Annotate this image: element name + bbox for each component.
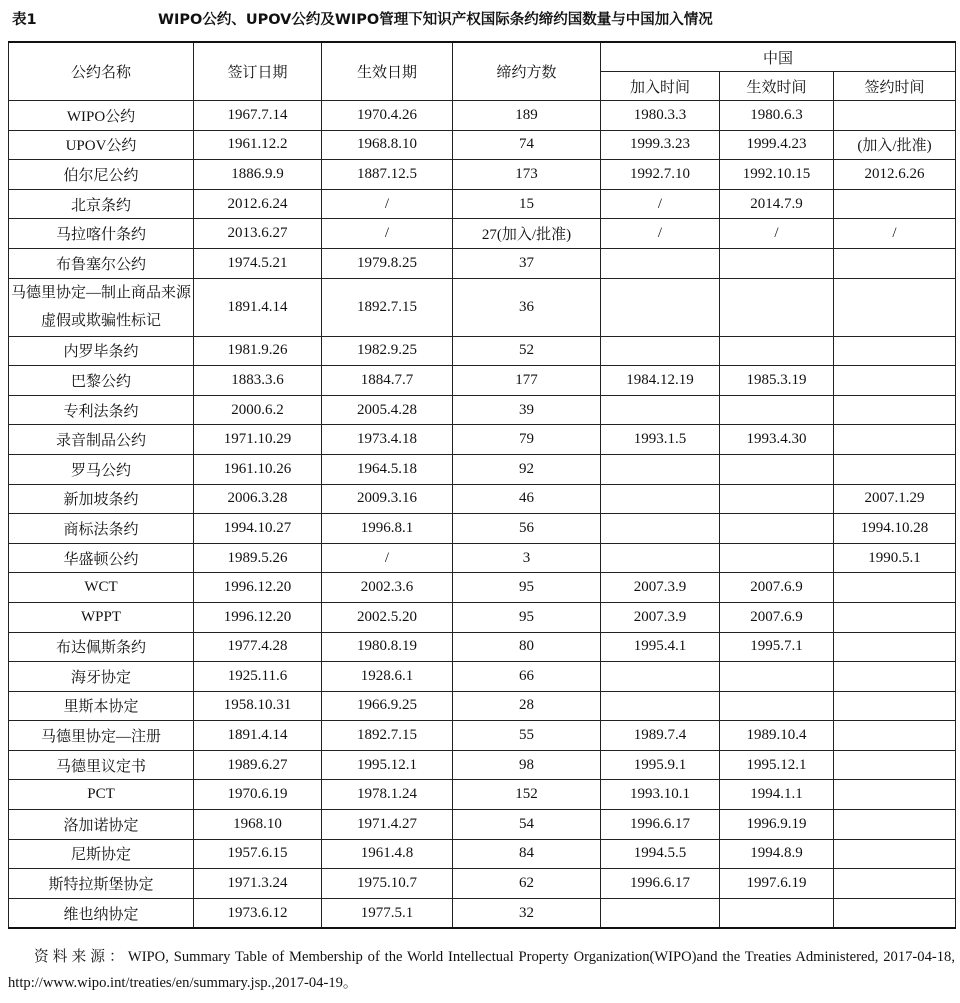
table-row — [9, 898, 956, 928]
china-join-date-cell: 1989.7.4 — [601, 721, 720, 751]
table-row — [9, 543, 956, 573]
china-effective-date-cell: 1995.12.1 — [720, 750, 834, 780]
china-sign-date-cell — [834, 662, 956, 692]
parties-count-cell: 15 — [453, 189, 601, 219]
china-join-date-cell — [601, 395, 720, 425]
table-body — [9, 101, 956, 929]
china-sign-date-cell — [834, 248, 956, 278]
china-effective-date-cell: 1994.1.1 — [720, 780, 834, 810]
effective-date-cell: 1973.4.18 — [322, 425, 453, 455]
signed-date-cell: 1891.4.14 — [194, 278, 322, 336]
treaty-name-cell: 海牙协定 — [9, 662, 194, 692]
china-join-date-cell — [601, 248, 720, 278]
china-effective-date-cell: 2014.7.9 — [720, 189, 834, 219]
china-effective-date-cell: 1994.8.9 — [720, 839, 834, 869]
parties-count-cell: 28 — [453, 691, 601, 721]
china-sign-date-cell — [834, 454, 956, 484]
parties-count-cell: 80 — [453, 632, 601, 662]
effective-date-cell: 1979.8.25 — [322, 248, 453, 278]
treaty-name-cell: 斯特拉斯堡协定 — [9, 869, 194, 899]
treaty-name-cell: WPPT — [9, 602, 194, 632]
effective-date-cell: 1961.4.8 — [322, 839, 453, 869]
signed-date-cell: 1996.12.20 — [194, 573, 322, 603]
china-sign-date-cell: (加入/批准) — [834, 130, 956, 160]
header-effective-date: 生效日期 — [322, 42, 453, 101]
treaty-name-cell: 洛加诺协定 — [9, 810, 194, 840]
china-effective-date-cell: 1985.3.19 — [720, 366, 834, 396]
parties-count-cell: 56 — [453, 514, 601, 544]
signed-date-cell: 2012.6.24 — [194, 189, 322, 219]
china-sign-date-cell — [834, 366, 956, 396]
china-effective-date-cell: / — [720, 219, 834, 249]
effective-date-cell: 1887.12.5 — [322, 160, 453, 190]
header-treaty-name: 公约名称 — [9, 42, 194, 101]
china-join-date-cell: 1994.5.5 — [601, 839, 720, 869]
effective-date-cell: 1975.10.7 — [322, 869, 453, 899]
effective-date-cell: 2002.5.20 — [322, 602, 453, 632]
treaty-name-cell: 里斯本协定 — [9, 691, 194, 721]
treaty-name-cell: UPOV公约 — [9, 130, 194, 160]
china-sign-date-cell — [834, 189, 956, 219]
signed-date-cell: 1971.3.24 — [194, 869, 322, 899]
signed-date-cell: 1994.10.27 — [194, 514, 322, 544]
table-row — [9, 366, 956, 396]
signed-date-cell: 1957.6.15 — [194, 839, 322, 869]
treaty-name-cell: 专利法条约 — [9, 395, 194, 425]
china-join-date-cell — [601, 691, 720, 721]
header-signed-date: 签订日期 — [194, 42, 322, 101]
signed-date-cell: 1977.4.28 — [194, 632, 322, 662]
effective-date-cell: 1995.12.1 — [322, 750, 453, 780]
china-effective-date-cell — [720, 278, 834, 336]
parties-count-cell: 92 — [453, 454, 601, 484]
effective-date-cell: 1971.4.27 — [322, 810, 453, 840]
signed-date-cell: 1981.9.26 — [194, 336, 322, 366]
signed-date-cell: 1891.4.14 — [194, 721, 322, 751]
china-effective-date-cell — [720, 543, 834, 573]
china-join-date-cell: 1993.10.1 — [601, 780, 720, 810]
parties-count-cell: 55 — [453, 721, 601, 751]
effective-date-cell: 1964.5.18 — [322, 454, 453, 484]
parties-count-cell: 32 — [453, 898, 601, 928]
china-join-date-cell: 1996.6.17 — [601, 869, 720, 899]
table-caption — [6, 6, 954, 32]
treaty-name-cell: 布达佩斯条约 — [9, 632, 194, 662]
china-sign-date-cell — [834, 721, 956, 751]
parties-count-cell: 177 — [453, 366, 601, 396]
china-effective-date-cell: 1980.6.3 — [720, 101, 834, 131]
table-number: 表1 — [12, 12, 37, 28]
signed-date-cell: 1996.12.20 — [194, 602, 322, 632]
china-join-date-cell — [601, 336, 720, 366]
table-row — [9, 395, 956, 425]
effective-date-cell: 2009.3.16 — [322, 484, 453, 514]
china-join-date-cell: 2007.3.9 — [601, 573, 720, 603]
table-header — [9, 42, 956, 101]
china-sign-date-cell — [834, 869, 956, 899]
china-effective-date-cell — [720, 395, 834, 425]
china-sign-date-cell — [834, 278, 956, 336]
table-row — [9, 662, 956, 692]
signed-date-cell: 1886.9.9 — [194, 160, 322, 190]
parties-count-cell: 39 — [453, 395, 601, 425]
treaty-name-cell: 马德里协定—注册 — [9, 721, 194, 751]
effective-date-cell: 1892.7.15 — [322, 721, 453, 751]
signed-date-cell: 2006.3.28 — [194, 484, 322, 514]
china-join-date-cell — [601, 278, 720, 336]
parties-count-cell: 74 — [453, 130, 601, 160]
china-join-date-cell: 1993.1.5 — [601, 425, 720, 455]
china-join-date-cell: 1995.9.1 — [601, 750, 720, 780]
china-join-date-cell: 1992.7.10 — [601, 160, 720, 190]
source-label: 资料来源： — [34, 949, 128, 965]
effective-date-cell: / — [322, 189, 453, 219]
effective-date-cell: / — [322, 219, 453, 249]
effective-date-cell: 1884.7.7 — [322, 366, 453, 396]
effective-date-cell: 1966.9.25 — [322, 691, 453, 721]
table-row — [9, 101, 956, 131]
signed-date-cell: 1973.6.12 — [194, 898, 322, 928]
effective-date-cell: 1996.8.1 — [322, 514, 453, 544]
table-row — [9, 248, 956, 278]
signed-date-cell: 1925.11.6 — [194, 662, 322, 692]
table-row — [9, 573, 956, 603]
treaty-name-cell: PCT — [9, 780, 194, 810]
signed-date-cell: 1958.10.31 — [194, 691, 322, 721]
treaty-name-cell: WIPO公约 — [9, 101, 194, 131]
treaty-name-cell: 尼斯协定 — [9, 839, 194, 869]
effective-date-cell: 1980.8.19 — [322, 632, 453, 662]
china-effective-date-cell — [720, 454, 834, 484]
table-row — [9, 750, 956, 780]
table-row — [9, 189, 956, 219]
china-join-date-cell: 1980.3.3 — [601, 101, 720, 131]
signed-date-cell: 1967.7.14 — [194, 101, 322, 131]
parties-count-cell: 79 — [453, 425, 601, 455]
parties-count-cell: 27(加入/批准) — [453, 219, 601, 249]
china-sign-date-cell — [834, 780, 956, 810]
parties-count-cell: 62 — [453, 869, 601, 899]
table-row — [9, 425, 956, 455]
signed-date-cell: 1961.10.26 — [194, 454, 322, 484]
signed-date-cell: 1989.6.27 — [194, 750, 322, 780]
china-sign-date-cell — [834, 839, 956, 869]
effective-date-cell: 2005.4.28 — [322, 395, 453, 425]
parties-count-cell: 52 — [453, 336, 601, 366]
parties-count-cell: 54 — [453, 810, 601, 840]
china-effective-date-cell: 1992.10.15 — [720, 160, 834, 190]
table-row — [9, 632, 956, 662]
china-sign-date-cell: 1990.5.1 — [834, 543, 956, 573]
treaty-name-cell: 北京条约 — [9, 189, 194, 219]
treaty-name-cell: 罗马公约 — [9, 454, 194, 484]
treaty-name-cell: WCT — [9, 573, 194, 603]
effective-date-cell: 1978.1.24 — [322, 780, 453, 810]
treaty-name-cell: 布鲁塞尔公约 — [9, 248, 194, 278]
china-effective-date-cell — [720, 336, 834, 366]
china-effective-date-cell: 2007.6.9 — [720, 602, 834, 632]
effective-date-cell: 1892.7.15 — [322, 278, 453, 336]
parties-count-cell: 189 — [453, 101, 601, 131]
parties-count-cell: 95 — [453, 573, 601, 603]
china-join-date-cell: 2007.3.9 — [601, 602, 720, 632]
table-row — [9, 780, 956, 810]
table-row — [9, 839, 956, 869]
treaty-name-cell: 录音制品公约 — [9, 425, 194, 455]
china-join-date-cell: 1995.4.1 — [601, 632, 720, 662]
china-sign-date-cell — [834, 632, 956, 662]
china-join-date-cell: 1984.12.19 — [601, 366, 720, 396]
header-parties-count: 缔约方数 — [453, 42, 601, 101]
treaty-name-cell: 华盛顿公约 — [9, 543, 194, 573]
parties-count-cell: 173 — [453, 160, 601, 190]
table-row — [9, 869, 956, 899]
signed-date-cell: 2013.6.27 — [194, 219, 322, 249]
china-effective-date-cell: 1989.10.4 — [720, 721, 834, 751]
header-china-effective-date: 生效时间 — [720, 72, 834, 101]
effective-date-cell: / — [322, 543, 453, 573]
treaty-name-cell: 马德里议定书 — [9, 750, 194, 780]
china-effective-date-cell — [720, 248, 834, 278]
parties-count-cell: 84 — [453, 839, 601, 869]
china-effective-date-cell — [720, 514, 834, 544]
treaty-name-cell: 维也纳协定 — [9, 898, 194, 928]
treaty-name-cell: 马德里协定—制止商品来源虚假或欺骗性标记 — [9, 278, 194, 336]
china-sign-date-cell: / — [834, 219, 956, 249]
parties-count-cell: 66 — [453, 662, 601, 692]
china-sign-date-cell: 2007.1.29 — [834, 484, 956, 514]
table-row — [9, 721, 956, 751]
china-sign-date-cell: 1994.10.28 — [834, 514, 956, 544]
china-join-date-cell: / — [601, 189, 720, 219]
effective-date-cell: 2002.3.6 — [322, 573, 453, 603]
header-china-group: 中国 — [601, 42, 956, 72]
china-sign-date-cell — [834, 691, 956, 721]
parties-count-cell: 36 — [453, 278, 601, 336]
source-text: WIPO, Summary Table of Membership of the World Intellectual Property Organization(WIPO)and the Treaties Administered, 2017-04-18, http://www.wipo.int/treaties/en/summary.jsp.,2017-04-19。 — [8, 949, 955, 991]
parties-count-cell: 46 — [453, 484, 601, 514]
source-note — [8, 944, 955, 996]
china-sign-date-cell — [834, 602, 956, 632]
parties-count-cell: 152 — [453, 780, 601, 810]
china-sign-date-cell — [834, 573, 956, 603]
table-row — [9, 130, 956, 160]
table-row — [9, 810, 956, 840]
china-sign-date-cell — [834, 750, 956, 780]
treaty-name-cell: 伯尔尼公约 — [9, 160, 194, 190]
china-effective-date-cell: 1997.6.19 — [720, 869, 834, 899]
treaty-membership-table — [8, 41, 956, 929]
signed-date-cell: 1971.10.29 — [194, 425, 322, 455]
effective-date-cell: 1968.8.10 — [322, 130, 453, 160]
china-join-date-cell — [601, 662, 720, 692]
china-effective-date-cell — [720, 484, 834, 514]
china-sign-date-cell — [834, 810, 956, 840]
china-join-date-cell — [601, 543, 720, 573]
effective-date-cell: 1928.6.1 — [322, 662, 453, 692]
table-row — [9, 219, 956, 249]
china-effective-date-cell: 2007.6.9 — [720, 573, 834, 603]
treaty-name-cell: 马拉喀什条约 — [9, 219, 194, 249]
china-effective-date-cell — [720, 662, 834, 692]
header-china-sign-date: 签约时间 — [834, 72, 956, 101]
china-sign-date-cell: 2012.6.26 — [834, 160, 956, 190]
china-sign-date-cell — [834, 336, 956, 366]
china-sign-date-cell — [834, 101, 956, 131]
china-join-date-cell — [601, 454, 720, 484]
china-sign-date-cell — [834, 395, 956, 425]
signed-date-cell: 1989.5.26 — [194, 543, 322, 573]
table-row — [9, 602, 956, 632]
china-effective-date-cell — [720, 691, 834, 721]
treaty-name-cell: 内罗毕条约 — [9, 336, 194, 366]
china-sign-date-cell — [834, 425, 956, 455]
china-join-date-cell — [601, 484, 720, 514]
signed-date-cell: 1961.12.2 — [194, 130, 322, 160]
table-row — [9, 278, 956, 336]
header-china-join-date: 加入时间 — [601, 72, 720, 101]
table-row — [9, 336, 956, 366]
treaty-name-cell: 新加坡条约 — [9, 484, 194, 514]
china-effective-date-cell: 1995.7.1 — [720, 632, 834, 662]
china-join-date-cell — [601, 514, 720, 544]
effective-date-cell: 1982.9.25 — [322, 336, 453, 366]
treaty-name-cell: 商标法条约 — [9, 514, 194, 544]
signed-date-cell: 2000.6.2 — [194, 395, 322, 425]
parties-count-cell: 98 — [453, 750, 601, 780]
china-join-date-cell: 1996.6.17 — [601, 810, 720, 840]
parties-count-cell: 37 — [453, 248, 601, 278]
table-row — [9, 160, 956, 190]
signed-date-cell: 1970.6.19 — [194, 780, 322, 810]
parties-count-cell: 3 — [453, 543, 601, 573]
china-effective-date-cell — [720, 898, 834, 928]
effective-date-cell: 1977.5.1 — [322, 898, 453, 928]
treaty-name-cell: 巴黎公约 — [9, 366, 194, 396]
china-join-date-cell: / — [601, 219, 720, 249]
table-row — [9, 484, 956, 514]
signed-date-cell: 1968.10 — [194, 810, 322, 840]
table-row — [9, 454, 956, 484]
china-effective-date-cell: 1999.4.23 — [720, 130, 834, 160]
table-title: WIPO公约、UPOV公约及WIPO管理下知识产权国际条约缔约国数量与中国加入情况 — [158, 12, 713, 28]
china-effective-date-cell: 1993.4.30 — [720, 425, 834, 455]
table-row — [9, 691, 956, 721]
china-join-date-cell — [601, 898, 720, 928]
effective-date-cell: 1970.4.26 — [322, 101, 453, 131]
china-effective-date-cell: 1996.9.19 — [720, 810, 834, 840]
signed-date-cell: 1883.3.6 — [194, 366, 322, 396]
china-sign-date-cell — [834, 898, 956, 928]
table-row — [9, 514, 956, 544]
china-join-date-cell: 1999.3.23 — [601, 130, 720, 160]
signed-date-cell: 1974.5.21 — [194, 248, 322, 278]
parties-count-cell: 95 — [453, 602, 601, 632]
